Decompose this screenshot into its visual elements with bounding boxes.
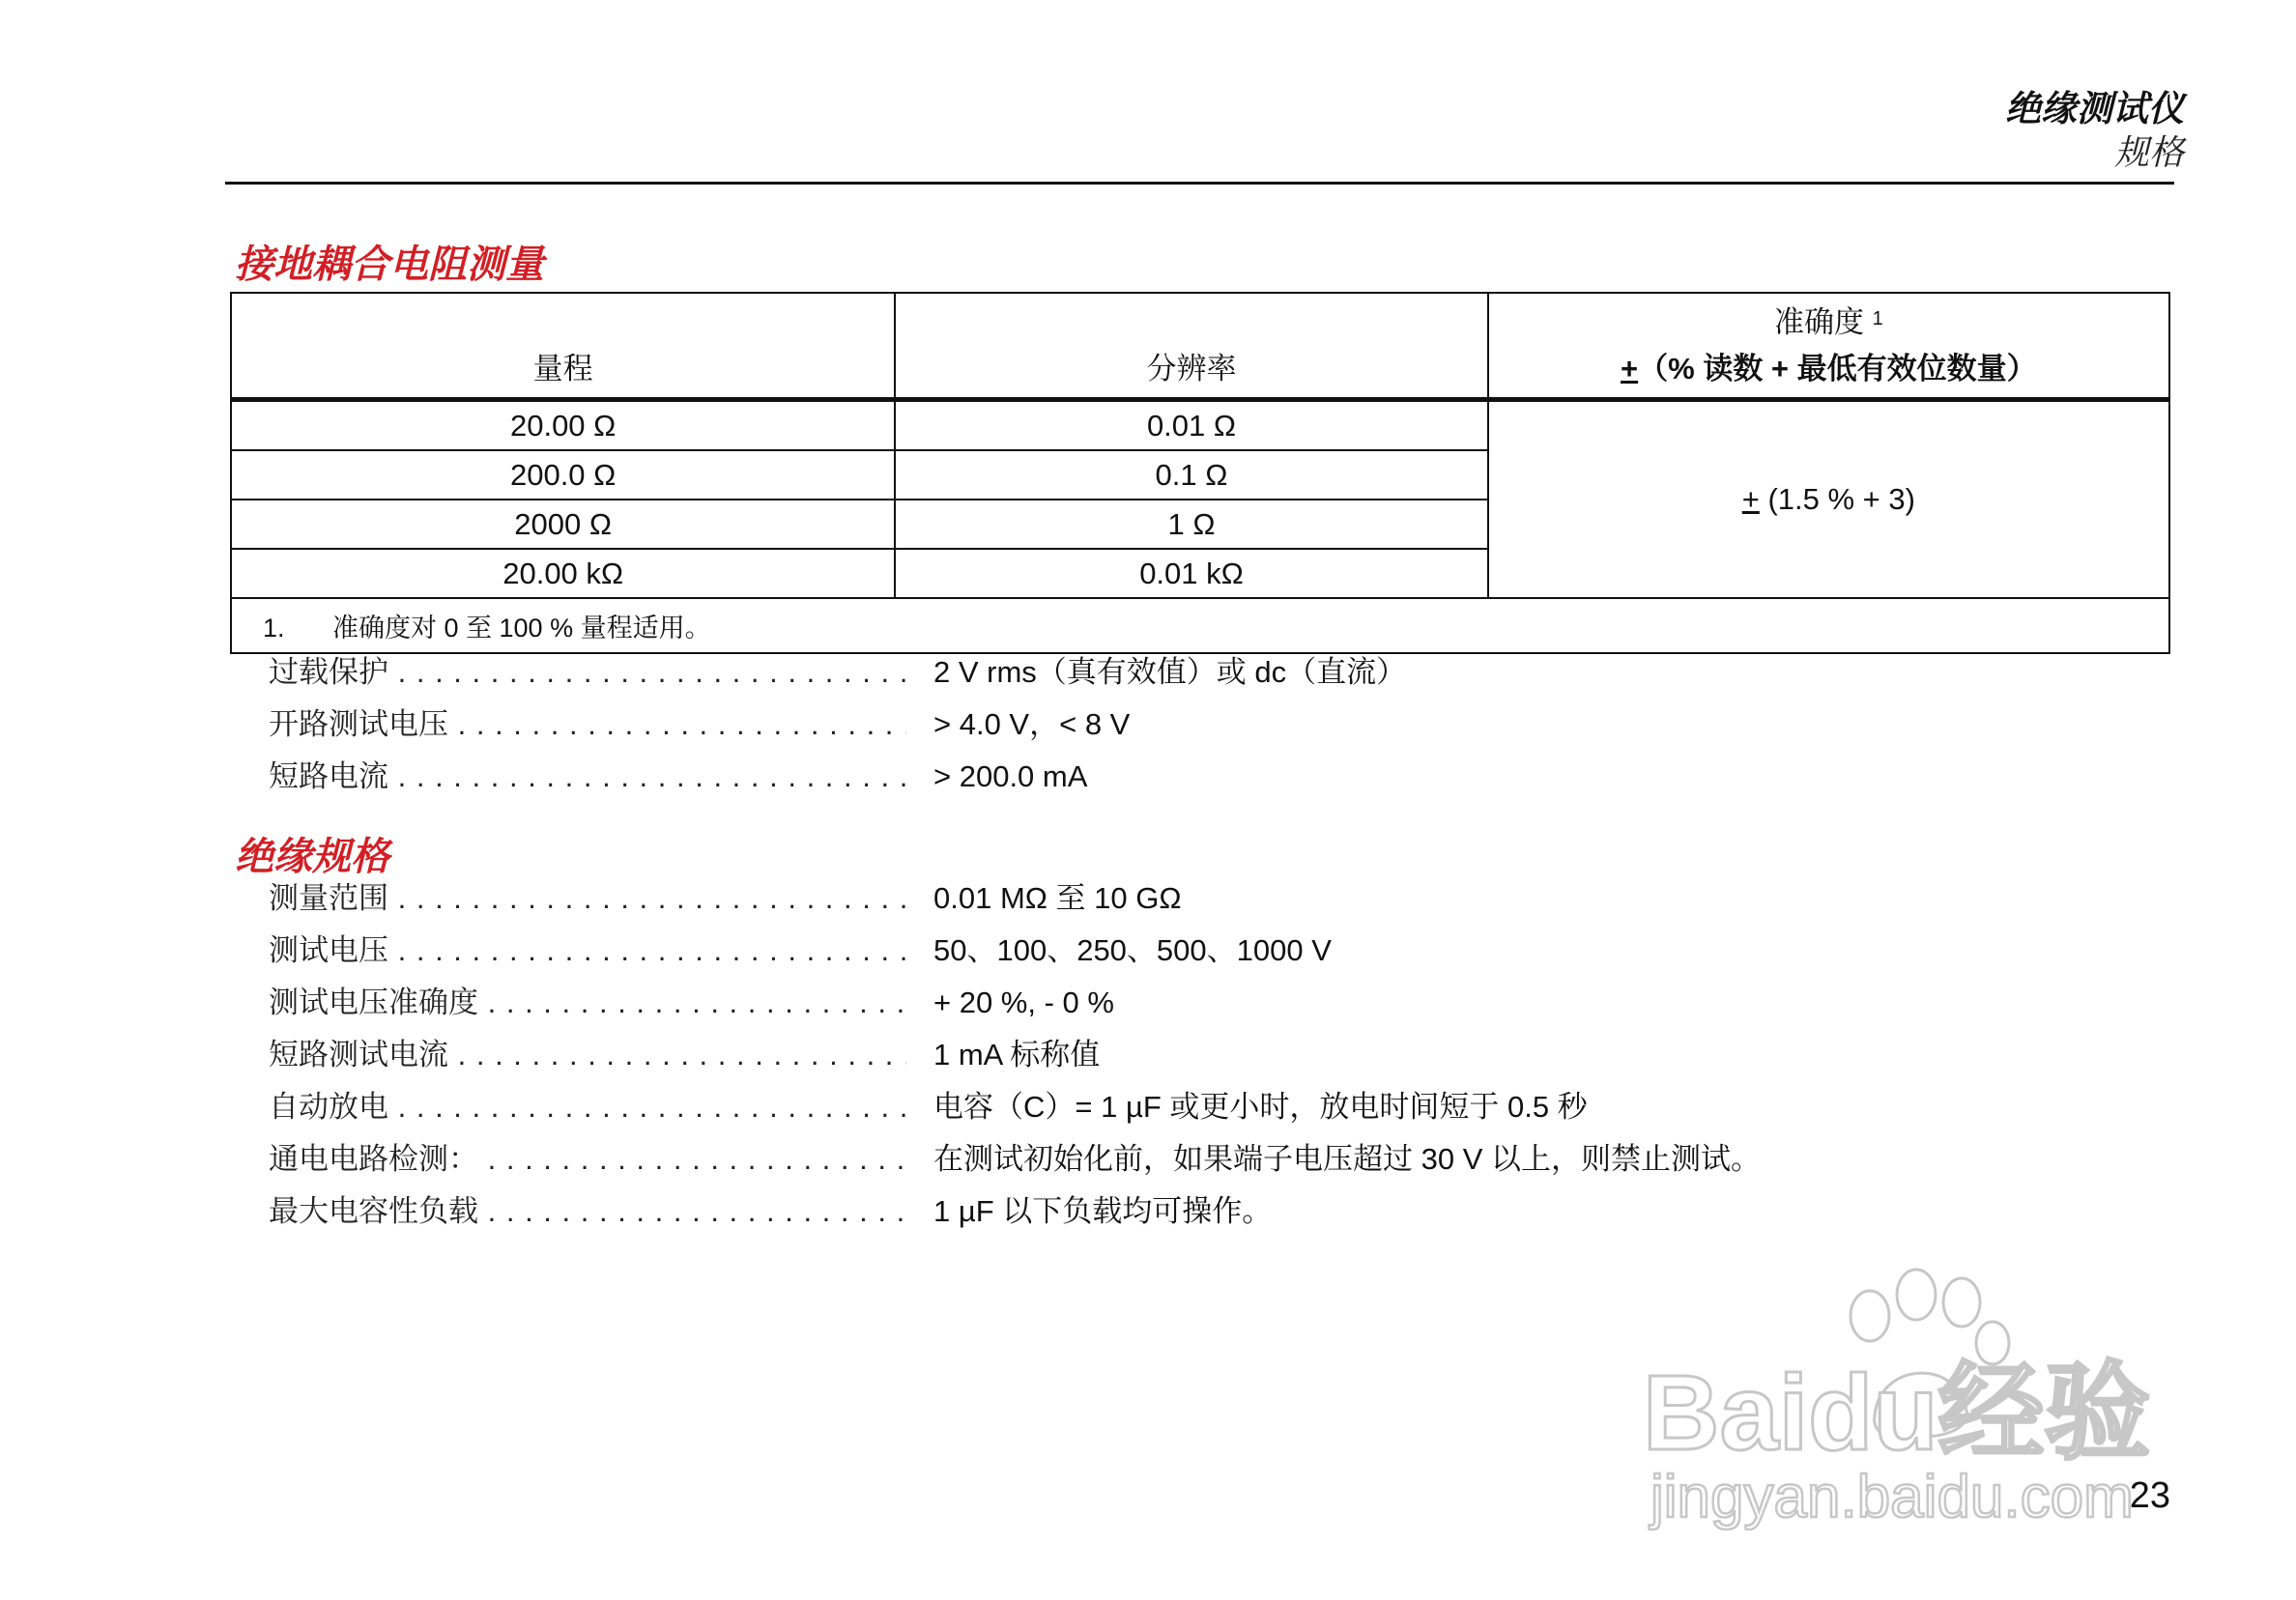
- spec-list-ground: [269, 653, 1911, 810]
- spec-row: [269, 1192, 1911, 1244]
- spec-row-overload: [269, 653, 1911, 705]
- spec-row: [269, 1088, 1911, 1140]
- spec-label: 通电电路检测： . . .: [269, 1140, 906, 1179]
- plus-minus-sign: +: [1621, 351, 1639, 386]
- spec-label: 测量范围 . . .: [269, 879, 906, 918]
- spec-value: > 4.0 V，< 8 V: [933, 707, 1131, 741]
- section-title-ground-coupling: 接地耦合电阻测量: [235, 243, 544, 286]
- resolution-cell: 0.1 Ω: [895, 450, 1487, 500]
- table-header-row: [231, 293, 2169, 400]
- page-number: 23: [2129, 1475, 2170, 1516]
- resolution-cell: 0.01 kΩ: [895, 549, 1487, 598]
- spec-label: 短路测试电流 . . .: [269, 1036, 906, 1074]
- resolution-cell: 1 Ω: [895, 500, 1487, 549]
- range-cell: 200.0 Ω: [231, 450, 895, 500]
- spec-value: + 20 %, - 0 %: [933, 986, 1114, 1019]
- spec-value: 0.01 MΩ 至 10 GΩ: [933, 881, 1182, 915]
- header-rule: [225, 182, 2174, 185]
- watermark-url: jingyan.baidu.com: [1650, 1464, 2134, 1530]
- spec-value: 2 V rms（真有效值）或 dc（直流）: [933, 655, 1407, 689]
- accuracy-label: 准确度: [1773, 304, 1864, 339]
- spec-value: 1 µF 以下负载均可操作。: [933, 1194, 1273, 1228]
- spec-value: 50、100、250、500、1000 V: [933, 933, 1332, 967]
- spec-row: [269, 1036, 1911, 1088]
- ground-resistance-table: [230, 292, 2170, 654]
- spec-label: 测试电压准确度 . . .: [269, 984, 906, 1022]
- resolution-cell: 0.01 Ω: [895, 400, 1487, 451]
- header-accuracy: [1488, 293, 2169, 400]
- watermark-brand: Baidu经验: [1643, 1354, 2151, 1472]
- footnote-row: [231, 598, 2169, 653]
- plus-minus-sign: +: [1741, 482, 1760, 516]
- spec-label: 开路测试电压 . . .: [269, 705, 906, 744]
- accuracy-cell: [1488, 400, 2169, 599]
- spec-row: [269, 931, 1911, 984]
- footnote-number: 1.: [263, 614, 285, 643]
- spec-label: 自动放电 . . .: [269, 1088, 906, 1127]
- table-footnote: [231, 598, 2169, 653]
- footnote-marker: 1: [1872, 307, 1883, 329]
- spec-label: 测试电压 . . .: [269, 931, 906, 970]
- spec-value: 1 mA 标称值: [933, 1038, 1101, 1071]
- spec-label: 最大电容性负载 . . .: [269, 1192, 906, 1231]
- spec-label: 过载保护 . . .: [269, 653, 906, 692]
- spec-value: 电容（C）= 1 µF 或更小时，放电时间短于 0.5 秒: [933, 1090, 1588, 1124]
- spec-row-short-current: [269, 757, 1911, 810]
- spec-value: > 200.0 mA: [933, 759, 1088, 793]
- spec-row: [269, 879, 1911, 931]
- footnote-text: 准确度对 0 至 100 % 量程适用。: [332, 614, 711, 643]
- baidu-jingyan-watermark: [1633, 1256, 2174, 1536]
- accuracy-unit: （% 读数 + 最低有效位数量）: [1638, 351, 2037, 386]
- range-cell: 20.00 kΩ: [231, 549, 895, 598]
- range-cell: 2000 Ω: [231, 500, 895, 549]
- spec-value: 在测试初始化前，如果端子电压超过 30 V 以上，则禁止测试。: [933, 1142, 1761, 1176]
- range-cell: 20.00 Ω: [231, 400, 895, 451]
- section-title-insulation: 绝缘规格: [235, 836, 389, 878]
- spec-row-open-voltage: [269, 705, 1911, 757]
- accuracy-value: (1.5 % + 3): [1759, 482, 1915, 516]
- table-row: [231, 400, 2169, 451]
- spec-row: [269, 984, 1911, 1036]
- header-range: 量程: [231, 293, 895, 400]
- spec-list-insulation: [269, 879, 1911, 1244]
- spec-label: 短路电流 . . .: [269, 757, 906, 796]
- header-resolution: 分辨率: [895, 293, 1487, 400]
- spec-row: [269, 1140, 1911, 1192]
- header-title: 绝缘测试仪: [2005, 89, 2184, 129]
- header-subtitle: 规格: [2113, 132, 2184, 172]
